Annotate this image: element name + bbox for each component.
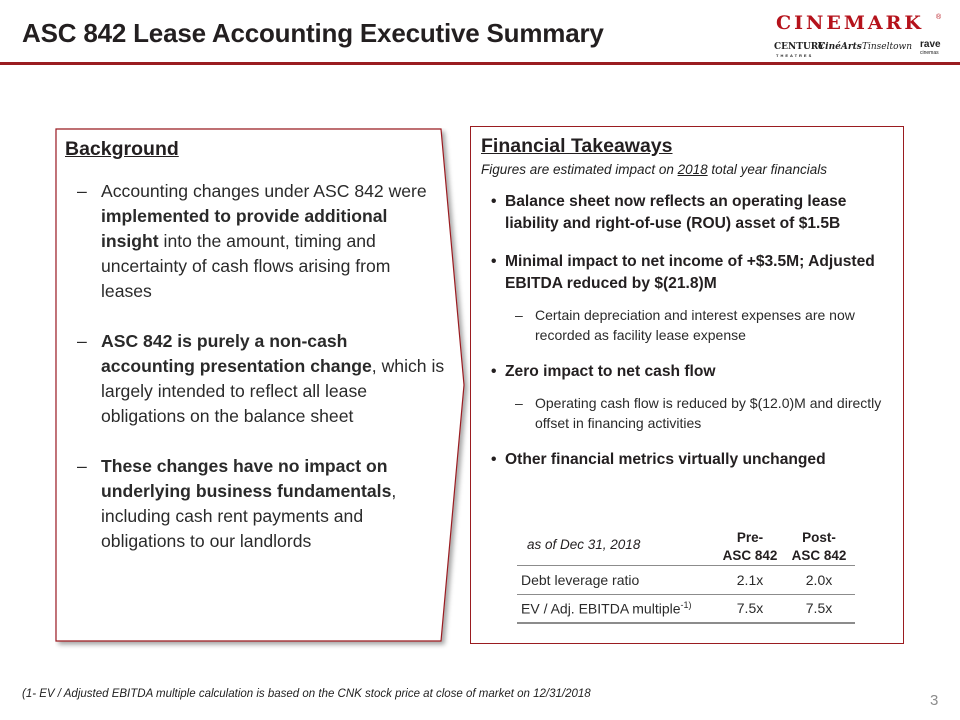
subitem-text: Certain depreciation and interest expenses are now recorded as facility lease expense — [535, 307, 855, 343]
page-number: 3 — [930, 692, 939, 709]
item-bold-text: These changes have no impact on underlying business fundamentals — [101, 456, 392, 501]
takeaways-list — [481, 191, 901, 471]
logo-rave-sub: cinemas — [920, 50, 939, 56]
takeaways-heading: Financial Takeaways — [481, 135, 673, 157]
dash-marker: – — [515, 395, 523, 411]
dash-marker: – — [77, 331, 87, 351]
takeaway-other-metrics — [481, 449, 901, 471]
takeaways-panel — [470, 126, 904, 644]
table-row — [517, 594, 855, 623]
row-post-value: 2.0x — [805, 571, 833, 588]
takeaway-cash-flow-detail — [481, 393, 901, 433]
takeaway-net-income-detail — [481, 305, 901, 345]
metrics-header-row — [517, 525, 855, 565]
col-header-text: Pre- — [736, 529, 764, 545]
table-row — [517, 565, 855, 594]
background-item-1 — [65, 179, 445, 304]
row-label-text: EV / Adj. EBITDA multiple — [521, 600, 681, 617]
item-text: into the amount, timing and uncertainty of cash flows arising from leases — [101, 231, 391, 301]
title-divider — [0, 62, 960, 65]
row-post-value: 7.5x — [805, 600, 833, 617]
cinemark-logo — [770, 10, 950, 60]
dash-marker: – — [515, 307, 523, 323]
logo-cinearts: CinéArts — [818, 42, 862, 52]
item-bold-text: ASC 842 is purely a non-cash accounting presentation change — [101, 331, 372, 376]
footnote: (1- EV / Adjusted EBITDA multiple calculation is based on the CNK stock price at close of market on 12/31/2018 — [22, 688, 591, 700]
row-label — [517, 594, 717, 623]
item-bold-text: implemented to provide additional insight — [101, 206, 388, 251]
logo-century: CENTURY — [774, 42, 825, 52]
bullet-dot: • — [491, 451, 497, 468]
col-pre-asc842 — [717, 525, 783, 565]
row-pre-value: 7.5x — [736, 600, 764, 617]
bullet-dot: • — [491, 253, 497, 270]
row-pre-value: 2.1x — [736, 571, 764, 588]
takeaways-subtitle — [481, 162, 901, 177]
bullet-text: Balance sheet now reflects an operating lease liability and right-of-use (ROU) asset of $1.5B — [505, 193, 847, 232]
page-title: ASC 842 Lease Accounting Executive Summary — [22, 18, 604, 48]
takeaway-net-income — [481, 251, 901, 295]
logo-brands — [770, 37, 950, 57]
bullet-dot: • — [491, 193, 497, 210]
background-item-3 — [65, 454, 445, 554]
metrics-table — [517, 525, 855, 624]
item-text: Accounting changes under ASC 842 were — [101, 181, 427, 201]
takeaway-balance-sheet — [481, 191, 901, 235]
background-heading: Background — [65, 138, 179, 160]
bullet-dot: • — [491, 363, 497, 380]
subtitle-year: 2018 — [677, 162, 708, 177]
footnote-marker: -1) — [680, 599, 692, 610]
as-of-label: as of Dec 31, 2018 — [527, 536, 641, 552]
dash-marker: – — [77, 181, 87, 201]
item-text: , which is largely intended to reflect all lease obligations on the balance sheet — [101, 356, 445, 426]
col-header-text: ASC 842 — [722, 547, 778, 563]
logo-tinseltown: Tinseltown — [862, 42, 913, 52]
bullet-text: Minimal impact to net income of +$3.5M; Adjusted EBITDA reduced by $(21.8)M — [505, 253, 875, 292]
subtitle-text: Figures are estimated impact on — [481, 162, 678, 177]
dash-marker: – — [77, 456, 87, 476]
logo-theatres: THEATRES — [776, 53, 814, 58]
logo-wordmark: CINEMARK — [776, 12, 924, 34]
takeaway-cash-flow — [481, 361, 901, 383]
col-header-text: Post- — [802, 529, 836, 545]
col-header-text: ASC 842 — [791, 547, 847, 563]
subitem-text: Operating cash flow is reduced by $(12.0)M and directly offset in financing activities — [535, 395, 882, 431]
col-post-asc842 — [783, 525, 855, 565]
logo-registered-mark: ® — [936, 14, 942, 21]
logo-rave: rave — [920, 39, 941, 50]
bullet-text: Other financial metrics virtually unchanged — [505, 451, 826, 468]
bullet-text: Zero impact to net cash flow — [505, 363, 716, 380]
row-label — [517, 565, 717, 594]
background-list — [65, 179, 445, 554]
row-label-text: Debt leverage ratio — [521, 571, 640, 588]
background-panel — [55, 128, 465, 643]
item-text: , including cash rent payments and obligations to our landlords — [101, 481, 397, 551]
subtitle-text: total year financials — [707, 162, 827, 177]
background-item-2 — [65, 329, 445, 429]
